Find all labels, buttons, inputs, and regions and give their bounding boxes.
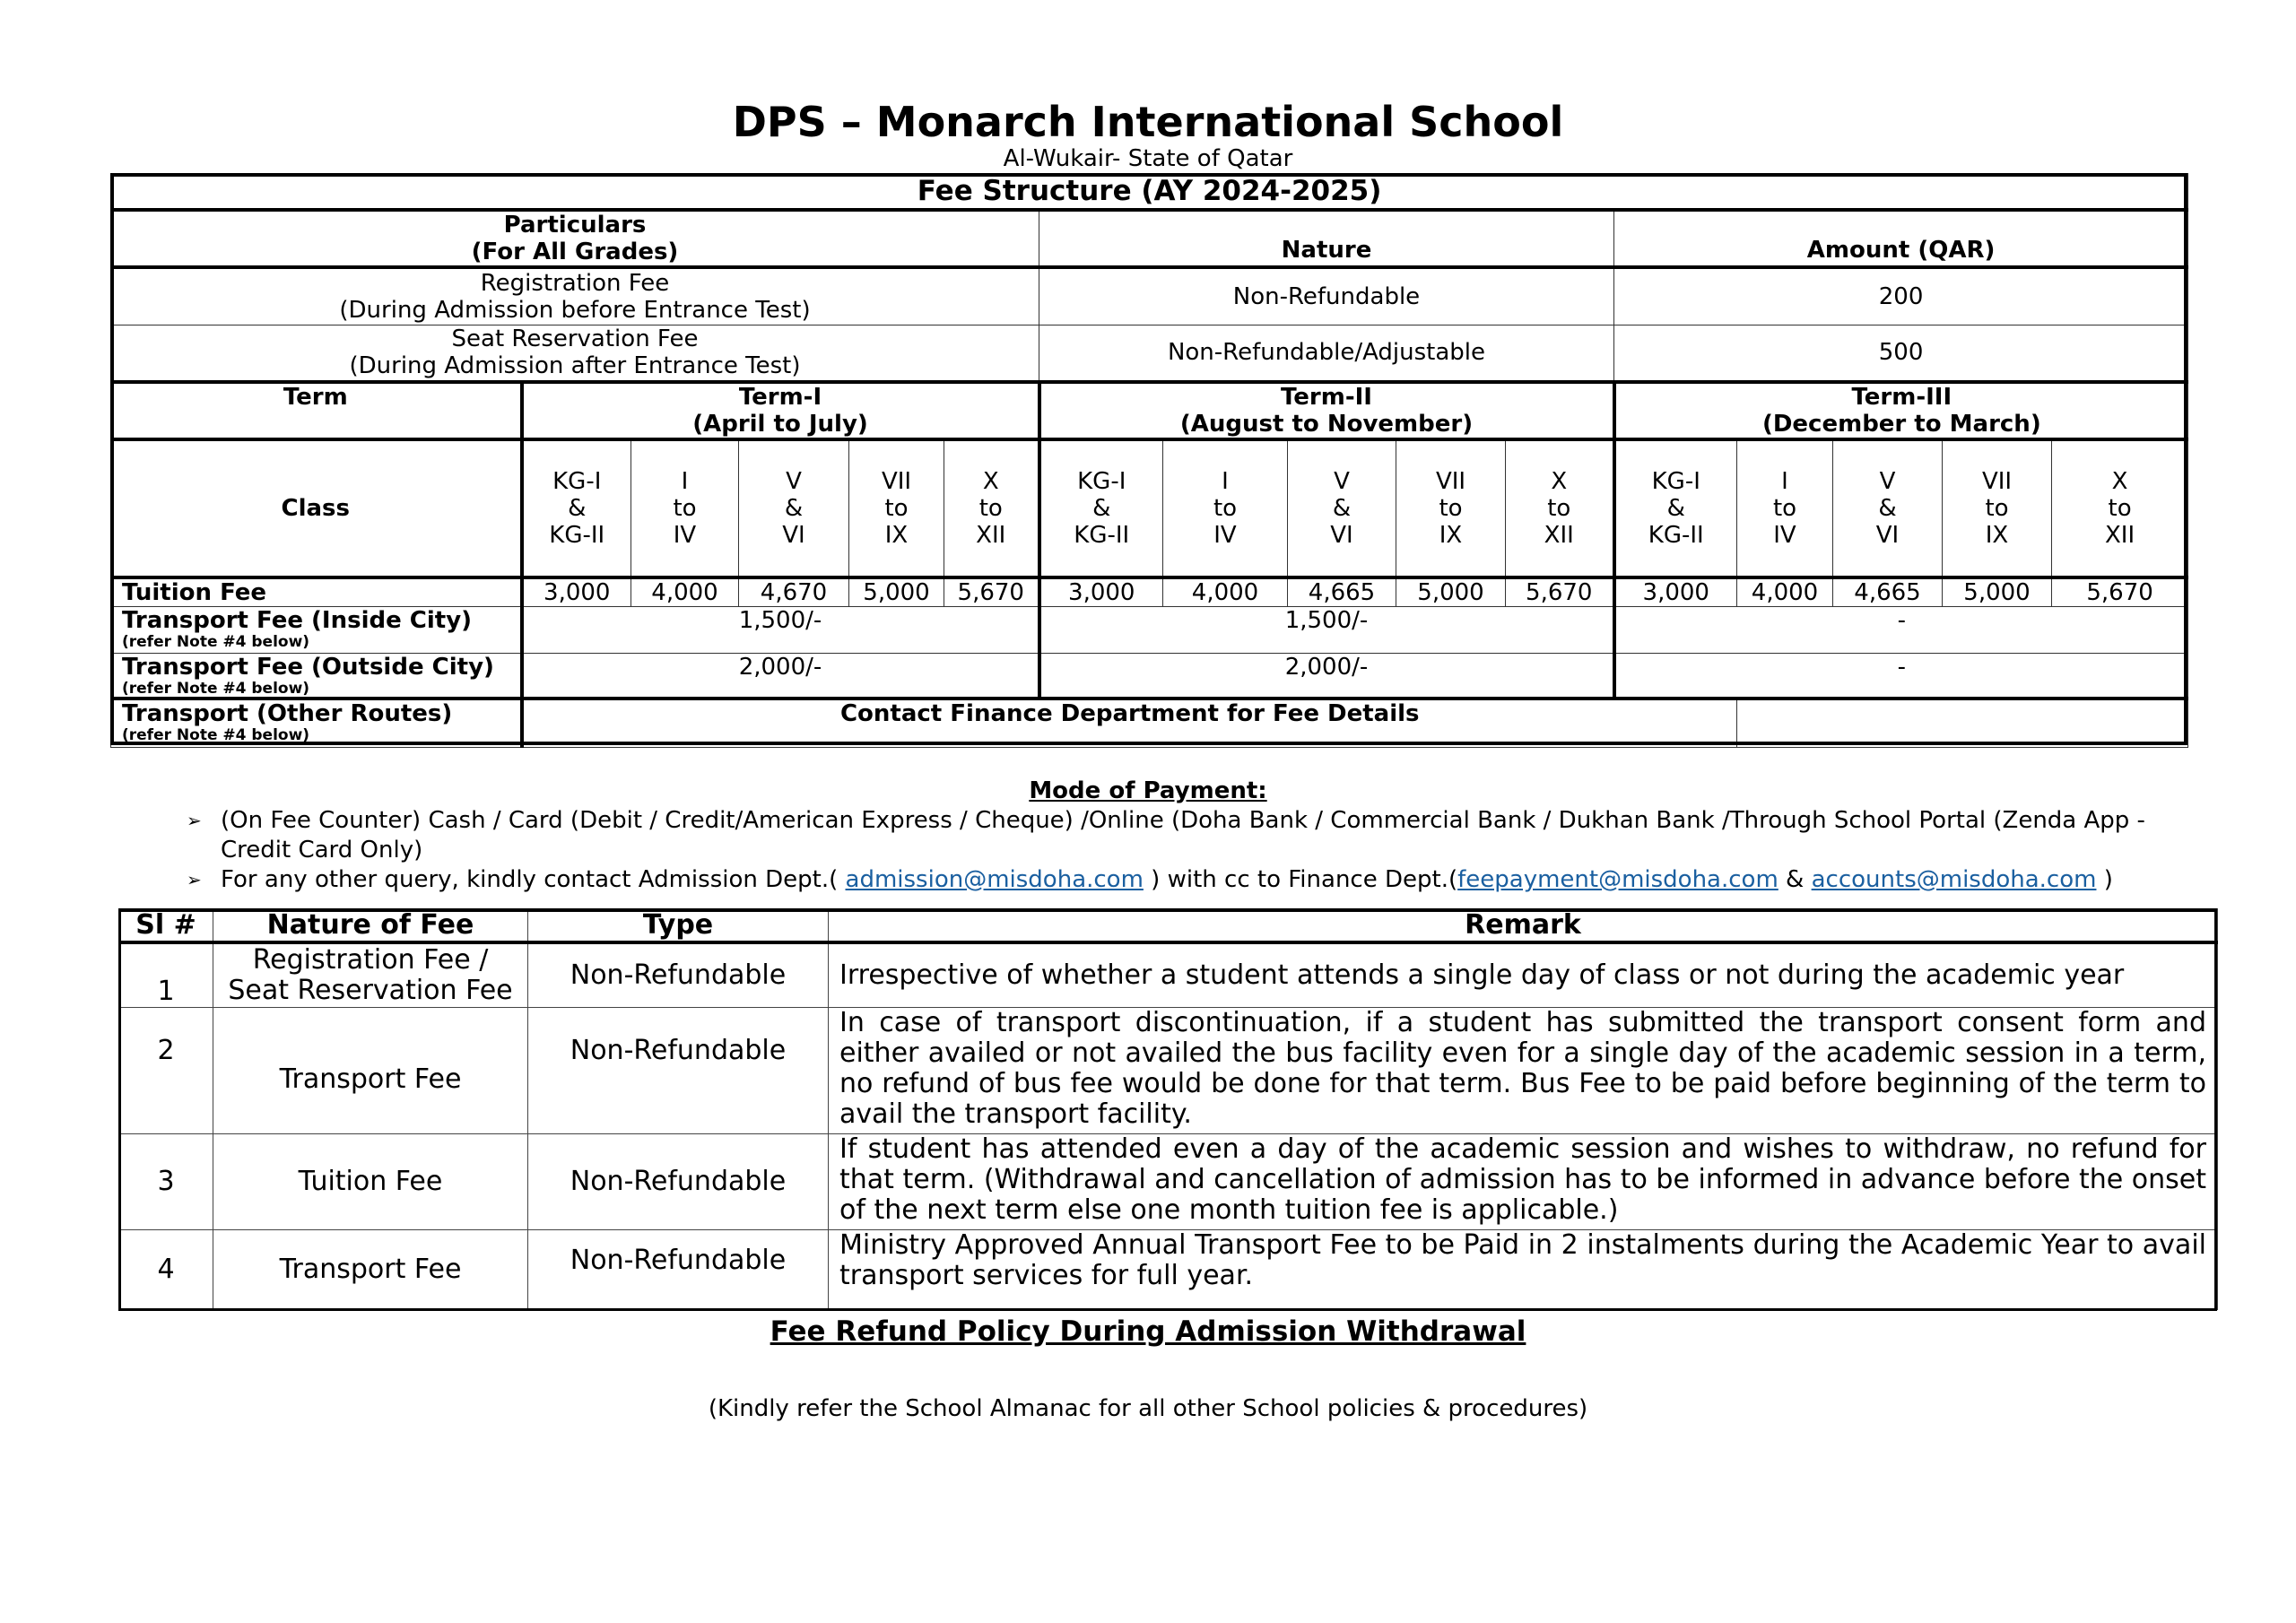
fee-type: Non-Refundable: [528, 1133, 829, 1229]
class-cell: KG-I & KG-II: [522, 439, 631, 577]
tuition-fee-value: 5,670: [2052, 577, 2188, 607]
particulars-sublabel: (For All Grades): [471, 238, 679, 265]
school-name: DPS – Monarch International School: [732, 98, 1564, 146]
arrow-bullet-icon: ➢: [187, 810, 202, 831]
tuition-fee-value: 3,000: [522, 577, 631, 607]
tuition-fee-value: 5,670: [944, 577, 1039, 607]
school-location: Al-Wukair- State of Qatar: [1003, 145, 1293, 172]
term-label: Term: [111, 382, 522, 439]
transport-inside-label: [111, 606, 522, 653]
transport-other-empty: [1737, 699, 2188, 747]
term-3-header: [1614, 382, 2188, 439]
type-header: Type: [528, 909, 829, 943]
class-cell: X to XII: [2052, 439, 2188, 577]
tuition-fee-value: 3,000: [1614, 577, 1737, 607]
contact-text-part: For any other query, kindly contact Admission Dept.(: [221, 866, 846, 893]
transport-inside-term3: -: [1614, 606, 2188, 653]
contact-bullet: [187, 865, 2222, 895]
transport-outside-note: (refer Note #4 below): [122, 679, 310, 698]
fee-structure-title: Fee Structure (AY 2024-2025): [111, 174, 2188, 210]
tuition-fee-value: 5,000: [1396, 577, 1506, 607]
contact-text-part: ): [2096, 866, 2113, 893]
amount-header: Amount (QAR): [1614, 210, 2188, 267]
class-cell: I to IV: [1737, 439, 1833, 577]
seat-reservation-fee-nature: Non-Refundable/Adjustable: [1039, 325, 1614, 382]
term-2-period: (August to November): [1179, 410, 1474, 438]
class-label: Class: [111, 439, 522, 577]
transport-inside-term1: 1,500/-: [522, 606, 1039, 653]
tuition-fee-value: 5,670: [1506, 577, 1614, 607]
term-1-name: Term-I: [738, 383, 822, 411]
arrow-bullet-icon: ➢: [187, 869, 202, 890]
class-cell: X to XII: [944, 439, 1039, 577]
sl-header: Sl #: [119, 909, 213, 943]
registration-fee-name: Registration Fee: [480, 269, 670, 297]
term-2-name: Term-II: [1281, 383, 1372, 411]
nature-of-fee: Transport Fee: [213, 1007, 528, 1133]
sl-number: 4: [119, 1229, 213, 1309]
particulars-header: [111, 210, 1039, 267]
class-cell: V & VI: [1833, 439, 1943, 577]
class-cell: KG-I & KG-II: [1614, 439, 1737, 577]
nature-of-fee: Transport Fee: [213, 1229, 528, 1309]
class-cell: KG-I & KG-II: [1039, 439, 1163, 577]
contact-text-part: &: [1778, 866, 1812, 893]
tuition-fee-value: 3,000: [1039, 577, 1163, 607]
transport-inside-note: (refer Note #4 below): [122, 632, 310, 651]
tuition-fee-label: Tuition Fee: [111, 577, 522, 607]
transport-outside-term1: 2,000/-: [522, 653, 1039, 699]
fee-type: Non-Refundable: [528, 1007, 829, 1133]
tuition-fee-value: 4,000: [1163, 577, 1288, 607]
term-1-header: [522, 382, 1039, 439]
nature-of-fee: Registration Fee / Seat Reservation Fee: [213, 942, 528, 1007]
registration-fee-label: [111, 267, 1039, 325]
tuition-fee-value: 4,000: [631, 577, 739, 607]
remark: Ministry Approved Annual Transport Fee to be Paid in 2 instalments during the Academic Year to avail transport services for full year.: [829, 1229, 2218, 1309]
class-cell: I to IV: [1163, 439, 1288, 577]
accounts-email-link[interactable]: accounts@misdoha.com: [1811, 866, 2097, 893]
table-row: [119, 1007, 2218, 1133]
tuition-fee-value: 4,665: [1288, 577, 1396, 607]
nature-of-fee-header: Nature of Fee: [213, 909, 528, 943]
contact-text: [221, 865, 2222, 895]
remark: Irrespective of whether a student attends a single day of class or not during the academic year: [829, 942, 2218, 1007]
class-cell: V & VI: [1288, 439, 1396, 577]
tuition-fee-value: 4,665: [1833, 577, 1943, 607]
sl-number: 2: [119, 1007, 213, 1133]
class-cell: X to XII: [1506, 439, 1614, 577]
transport-outside-name: Transport Fee (Outside City): [122, 653, 494, 681]
term-3-name: Term-III: [1851, 383, 1952, 411]
almanac-footnote: (Kindly refer the School Almanac for all other School policies & procedures): [708, 1395, 1588, 1422]
feepayment-email-link[interactable]: feepayment@misdoha.com: [1457, 866, 1779, 893]
term-2-header: [1039, 382, 1614, 439]
mode-of-payment-title: Mode of Payment:: [1029, 777, 1267, 804]
tuition-fee-value: 5,000: [1943, 577, 2052, 607]
class-cell: VII to IX: [849, 439, 944, 577]
seat-reservation-fee-amount: 500: [1614, 325, 2188, 382]
class-cell: I to IV: [631, 439, 739, 577]
remark-header: Remark: [829, 909, 2218, 943]
remark: In case of transport discontinuation, if a student has submitted the transport consent form and either availed or not availed the bus facility even for a single day of the academic session in a term, no refund of bus fee would be done for that term. Bus Fee to be paid before beginning of the term to avail the transport facility.: [829, 1007, 2218, 1133]
seat-reservation-fee-note: (During Admission after Entrance Test): [349, 352, 801, 380]
class-cell: V & VI: [739, 439, 849, 577]
refund-policy-table: [118, 908, 2218, 1310]
seat-reservation-fee-name: Seat Reservation Fee: [451, 325, 699, 353]
registration-fee-amount: 200: [1614, 267, 2188, 325]
remark: If student has attended even a day of the academic session and wishes to withdraw, no refund for that term. (Withdrawal and cancellation of admission has to be informed in advance before the onset of the next term else one month tuition fee is applicable.): [829, 1133, 2218, 1229]
payment-methods-bullet: [187, 806, 2222, 865]
table-row: [119, 1133, 2218, 1229]
nature-of-fee: Tuition Fee: [213, 1133, 528, 1229]
table-row: [119, 942, 2218, 1007]
transport-outside-term2: 2,000/-: [1039, 653, 1614, 699]
term-3-period: (December to March): [1761, 410, 2041, 438]
fee-structure-table: [110, 173, 2188, 748]
transport-other-name: Transport (Other Routes): [122, 700, 453, 727]
term-1-period: (April to July): [692, 410, 868, 438]
seat-reservation-fee-label: [111, 325, 1039, 382]
tuition-fee-value: 4,000: [1737, 577, 1833, 607]
class-cell: VII to IX: [1943, 439, 2052, 577]
sl-number: 3: [119, 1133, 213, 1229]
registration-fee-nature: Non-Refundable: [1039, 267, 1614, 325]
refund-policy-title: Fee Refund Policy During Admission Withdrawal: [770, 1315, 1526, 1348]
transport-inside-name: Transport Fee (Inside City): [122, 606, 473, 634]
nature-header: Nature: [1039, 210, 1614, 267]
tuition-fee-value: 4,670: [739, 577, 849, 607]
transport-other-label: [111, 699, 522, 747]
transport-other-value: Contact Finance Department for Fee Details: [522, 699, 1737, 747]
transport-inside-term2: 1,500/-: [1039, 606, 1614, 653]
admission-email-link[interactable]: admission@misdoha.com: [845, 866, 1144, 893]
registration-fee-note: (During Admission before Entrance Test): [339, 296, 811, 324]
fee-type: Non-Refundable: [528, 1229, 829, 1309]
fee-type: Non-Refundable: [528, 942, 829, 1007]
class-cell: VII to IX: [1396, 439, 1506, 577]
particulars-label: Particulars: [503, 211, 647, 239]
transport-outside-label: [111, 653, 522, 699]
transport-other-note: (refer Note #4 below): [122, 726, 310, 744]
transport-outside-term3: -: [1614, 653, 2188, 699]
payment-methods-text: (On Fee Counter) Cash / Card (Debit / Credit/American Express / Cheque) /Online (Doha Bank / Commercial Bank / Dukhan Bank /Through School Portal (Zenda App - Credit Card Only): [221, 807, 2145, 864]
table-row: [119, 1229, 2218, 1309]
contact-text-part: ) with cc to Finance Dept.(: [1143, 866, 1458, 893]
sl-number: 1: [119, 942, 213, 1007]
tuition-fee-value: 5,000: [849, 577, 944, 607]
